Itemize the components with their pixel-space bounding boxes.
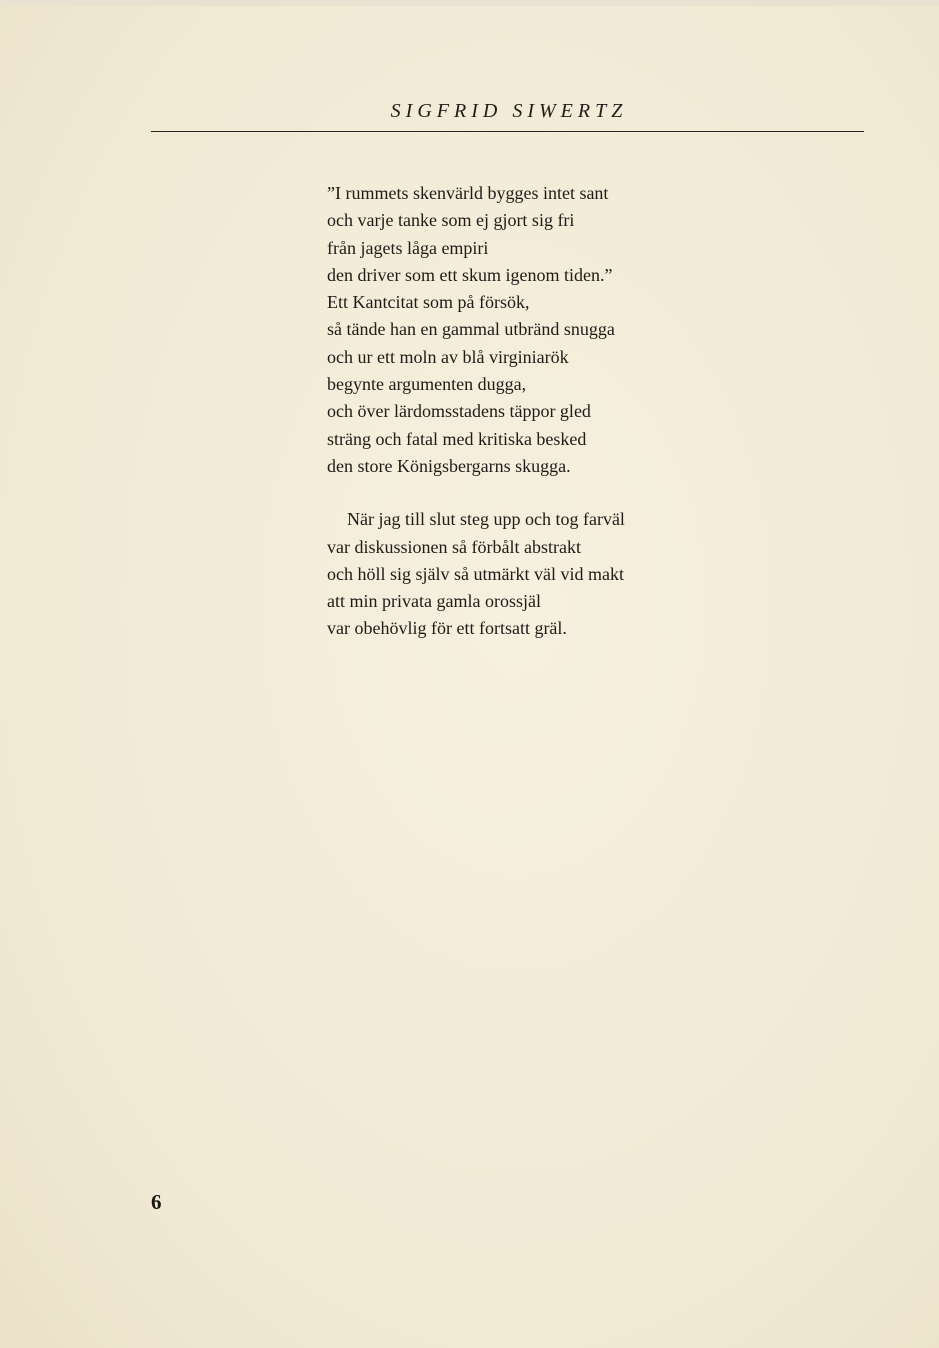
poem-line: den driver som ett skum igenom tiden.” <box>327 264 613 285</box>
poem-line: sträng och fatal med kritiska besked <box>327 428 587 449</box>
poem-line: och ur ett moln av blå virginiarök <box>327 346 569 367</box>
poem-line: och höll sig själv så utmärkt väl vid makt <box>327 563 624 584</box>
poem-body <box>327 180 747 643</box>
poem-stanza-1 <box>327 180 747 480</box>
poem-stanza-2 <box>327 506 747 642</box>
poem-line: ”I rummets skenvärld bygges intet sant <box>327 183 609 203</box>
poem-line: och varje tanke som ej gjort sig fri <box>327 210 575 231</box>
header-rule <box>151 131 864 132</box>
poem-line: var diskussionen så förbålt abstrakt <box>327 536 581 557</box>
poem-line: När jag till slut steg upp och tog farväl <box>347 509 625 530</box>
page-top-edge <box>0 0 939 6</box>
poem-line: från jagets låga empiri <box>327 237 489 258</box>
poem-line: så tände han en gammal utbränd snugga <box>327 319 615 340</box>
poem-line: Ett Kantcitat som på försök, <box>327 292 530 313</box>
poem-line: var obehövlig för ett fortsatt gräl. <box>327 618 567 639</box>
poem-line: begynte argumenten dugga, <box>327 374 527 395</box>
running-header-title: SIGFRID SIWERTZ <box>390 100 628 122</box>
page-number: 6 <box>151 1190 162 1214</box>
poem-line: att min privata gamla orossjäl <box>327 591 541 612</box>
poem-line: den store Königsbergarns skugga. <box>327 455 571 476</box>
poem-line: och över lärdomsstadens täppor gled <box>327 401 591 422</box>
